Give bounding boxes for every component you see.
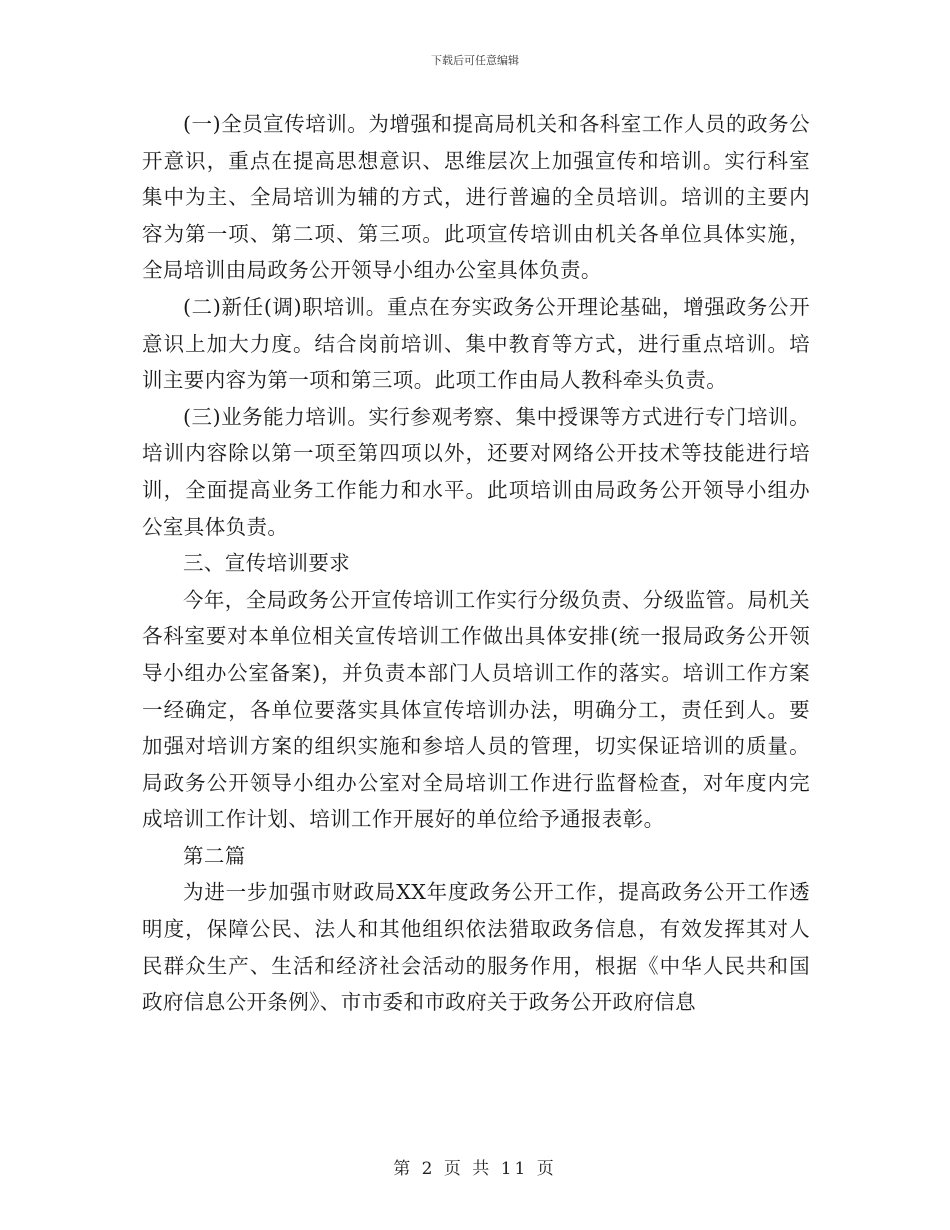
page-number: 第 2 页 共 11 页 <box>393 1159 557 1179</box>
paragraph-training-all-staff: (一)全员宣传培训。为增强和提高局机关和各科室工作人员的政务公开意识，重点在提高思想意识、思维层次上加强宣传和培训。实行科室集中为主、全局培训为辅的方式，进行普遍的全员培训。培训的主要内容为第一项、第二项、第三项。此项宣传培训由机关各单位具体实施，全局培训由局政务公开领导小组办公室具体负责。 <box>142 112 810 283</box>
section-heading-part-two: 第二篇 <box>183 843 246 868</box>
paragraph-part-two-intro: 为进一步加强市财政局XX年度政务公开工作，提高政务公开工作透明度，保障公民、法人和其他组织依法猎取政务信息，有效发挥其对人民群众生产、生活和经济社会活动的服务作用，根据《中华人民共和国政府信息公开条例》、市市委和市政府关于政务公开政府信息 <box>142 880 810 1015</box>
paragraph-training-new-staff: (二)新任(调)职培训。重点在夯实政务公开理论基础，增强政务公开意识上加大力度。结合岗前培训、集中教育等方式，进行重点培训。培训主要内容为第一项和第三项。此项工作由局人教科牵头负责。 <box>142 294 810 393</box>
section-heading-requirements: 三、宣传培训要求 <box>183 551 351 576</box>
paragraph-requirements: 今年，全局政务公开宣传培训工作实行分级负责、分级监管。局机关各科室要对本单位相关宣传培训工作做出具体安排(统一报局政务公开领导小组办公室备案)，并负责本部门人员培训工作的落实。培训工作方案一经确定，各单位要落实具体宣传培训办法，明确分工，责任到人。要加强对培训方案的组织实施和参培人员的管理，切实保证培训的质量。局政务公开领导小组办公室对全局培训工作进行监督检查，对年度内完成培训工作计划、培训工作开展好的单位给予通报表彰。 <box>142 587 810 832</box>
page-header: 下载后可任意编辑 <box>431 54 519 67</box>
paragraph-training-business-ability: (三)业务能力培训。实行参观考察、集中授课等方式进行专门培训。培训内容除以第一项至第四项以外，还要对网络公开技术等技能进行培训，全面提高业务工作能力和水平。此项培训由局政务公开领导小组办公室具体负责。 <box>142 404 810 539</box>
document-body <box>142 106 810 1021</box>
